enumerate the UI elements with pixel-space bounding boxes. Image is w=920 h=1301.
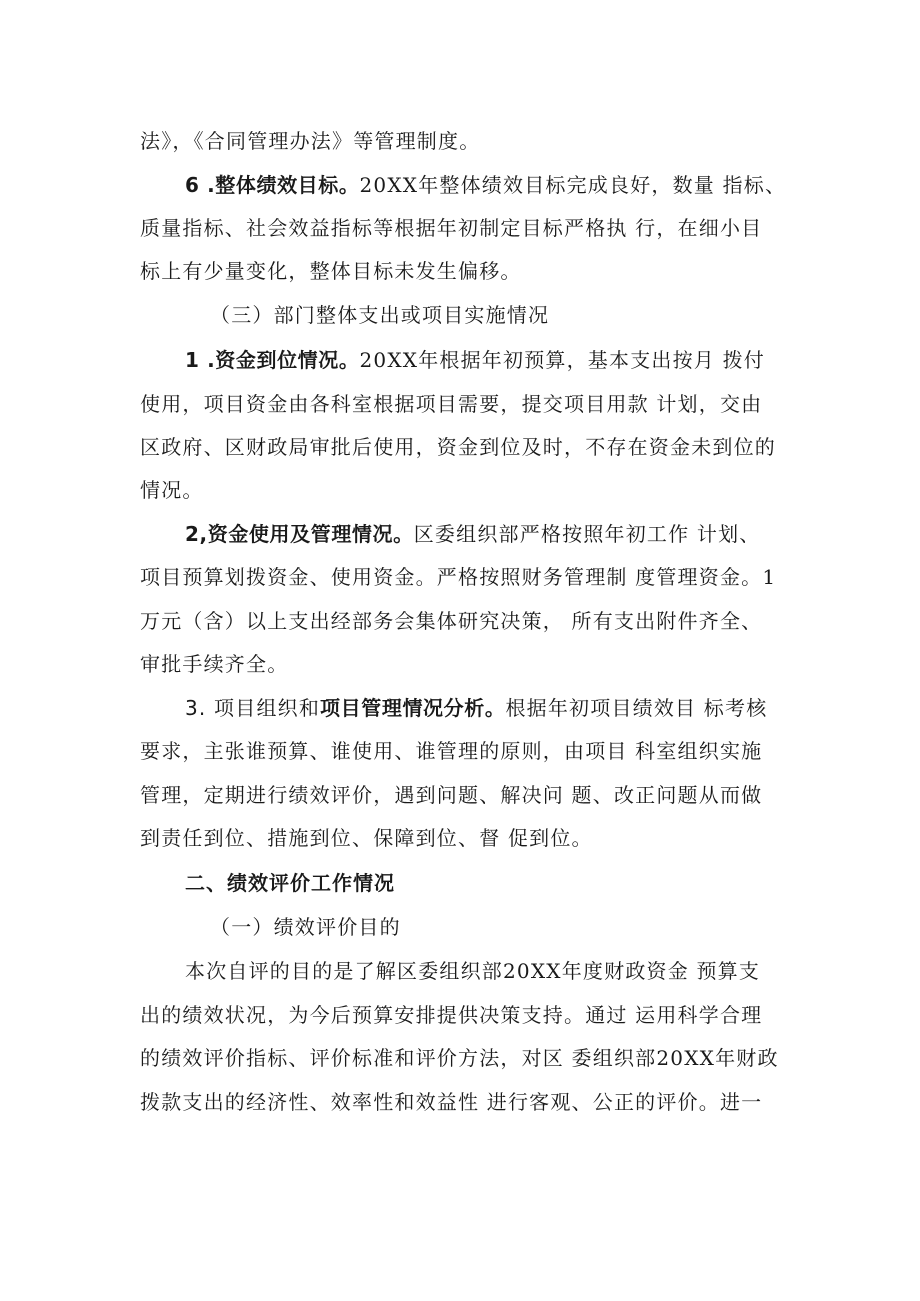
text-segment: 本次自评的目的是了解区委组织部20XX年度财政资金 预算支 bbox=[185, 959, 761, 983]
paragraph-heading: 项目管理情况分析。 bbox=[320, 696, 506, 720]
body-text-line bbox=[140, 1082, 790, 1122]
subheading-text: （一）绩效评价目的 bbox=[210, 915, 401, 939]
body-text-line bbox=[140, 731, 790, 771]
body-text-line bbox=[140, 427, 790, 467]
text-segment: 区政府、区财政局审批后使用，资金到位及时，不存在资金未到位的 bbox=[140, 435, 776, 459]
subheading-text: （三）部门整体支出或项目实施情况 bbox=[210, 303, 550, 327]
text-segment: 区委组织部严格按照年初工作 计划、 bbox=[413, 522, 761, 546]
numbered-paragraph-3 bbox=[185, 688, 790, 728]
body-text-line bbox=[140, 208, 790, 248]
text-segment: 20XX年根据年初预算，基本支出按月 拨付 bbox=[359, 348, 765, 372]
text-segment: 要求，主张谁预算、谁使用、谁管理的原则，由项目 科室组织实施 bbox=[140, 739, 763, 763]
body-text-line bbox=[140, 995, 790, 1035]
text-segment: 质量指标、社会效益指标等根据年初制定目标严格执 行，在细小目 bbox=[140, 216, 763, 240]
numbered-paragraph-6 bbox=[185, 165, 790, 205]
numbered-paragraph-2 bbox=[185, 514, 790, 554]
text-segment: 到责任到位、措施到位、保障到位、督 促到位。 bbox=[140, 826, 593, 850]
text-segment: 审批手续齐全。 bbox=[140, 652, 289, 676]
text-segment: 出的绩效状况，为今后预算安排提供决策支持。通过 运用科学合理 bbox=[140, 1003, 763, 1027]
body-text-line bbox=[140, 644, 790, 684]
body-text-line bbox=[140, 470, 790, 510]
paragraph-heading: 1 .资金到位情况。 bbox=[185, 348, 360, 372]
text-segment: 标上有少量变化，整体目标未发生偏移。 bbox=[140, 259, 522, 283]
body-text-line bbox=[140, 121, 790, 161]
text-segment: 20XX年整体绩效目标完成良好，数量 指标、 bbox=[359, 173, 787, 197]
paragraph-heading: 6 .整体绩效目标。 bbox=[185, 173, 360, 197]
text-segment: 拨款支出的经济性、效率性和效益性 进行客观、公正的评价。进一 bbox=[140, 1090, 763, 1114]
paragraph-number: 3. 项目组织和 bbox=[185, 696, 321, 720]
text-segment: 项目预算划拨资金、使用资金。严格按照财务管理制 度管理资金。1 bbox=[140, 565, 777, 589]
paragraph-heading: 2,资金使用及管理情况。 bbox=[185, 522, 414, 546]
section-heading bbox=[185, 863, 790, 903]
section-subheading bbox=[210, 295, 790, 335]
body-text-line bbox=[140, 251, 790, 291]
text-segment: 法》，《合同管理办法》等管理制度。 bbox=[140, 129, 481, 153]
numbered-paragraph-1 bbox=[185, 340, 790, 380]
text-segment: 的绩效评价指标、评价标准和评价方法，对区 委组织部20XX年财政 bbox=[140, 1046, 779, 1070]
text-segment: 情况。 bbox=[140, 478, 204, 502]
text-segment: 根据年初项目绩效目 标考核 bbox=[505, 696, 768, 720]
text-segment: 万元（含）以上支出经部务会集体研究决策， 所有支出附件齐全、 bbox=[140, 609, 763, 633]
body-text-line bbox=[140, 1038, 790, 1078]
body-text-line bbox=[140, 557, 790, 597]
body-paragraph-start bbox=[185, 951, 790, 991]
body-text-line bbox=[140, 601, 790, 641]
heading-text: 二、绩效评价工作情况 bbox=[185, 871, 395, 895]
body-text-line bbox=[140, 775, 790, 815]
section-subheading bbox=[210, 907, 790, 947]
body-text-line bbox=[140, 818, 790, 858]
text-segment: 管理，定期进行绩效评价，遇到问题、解决问 题、改正问题从而做 bbox=[140, 783, 763, 807]
text-segment: 使用，项目资金由各科室根据项目需要，提交项目用款 计划，交由 bbox=[140, 392, 763, 416]
body-text-line bbox=[140, 384, 790, 424]
